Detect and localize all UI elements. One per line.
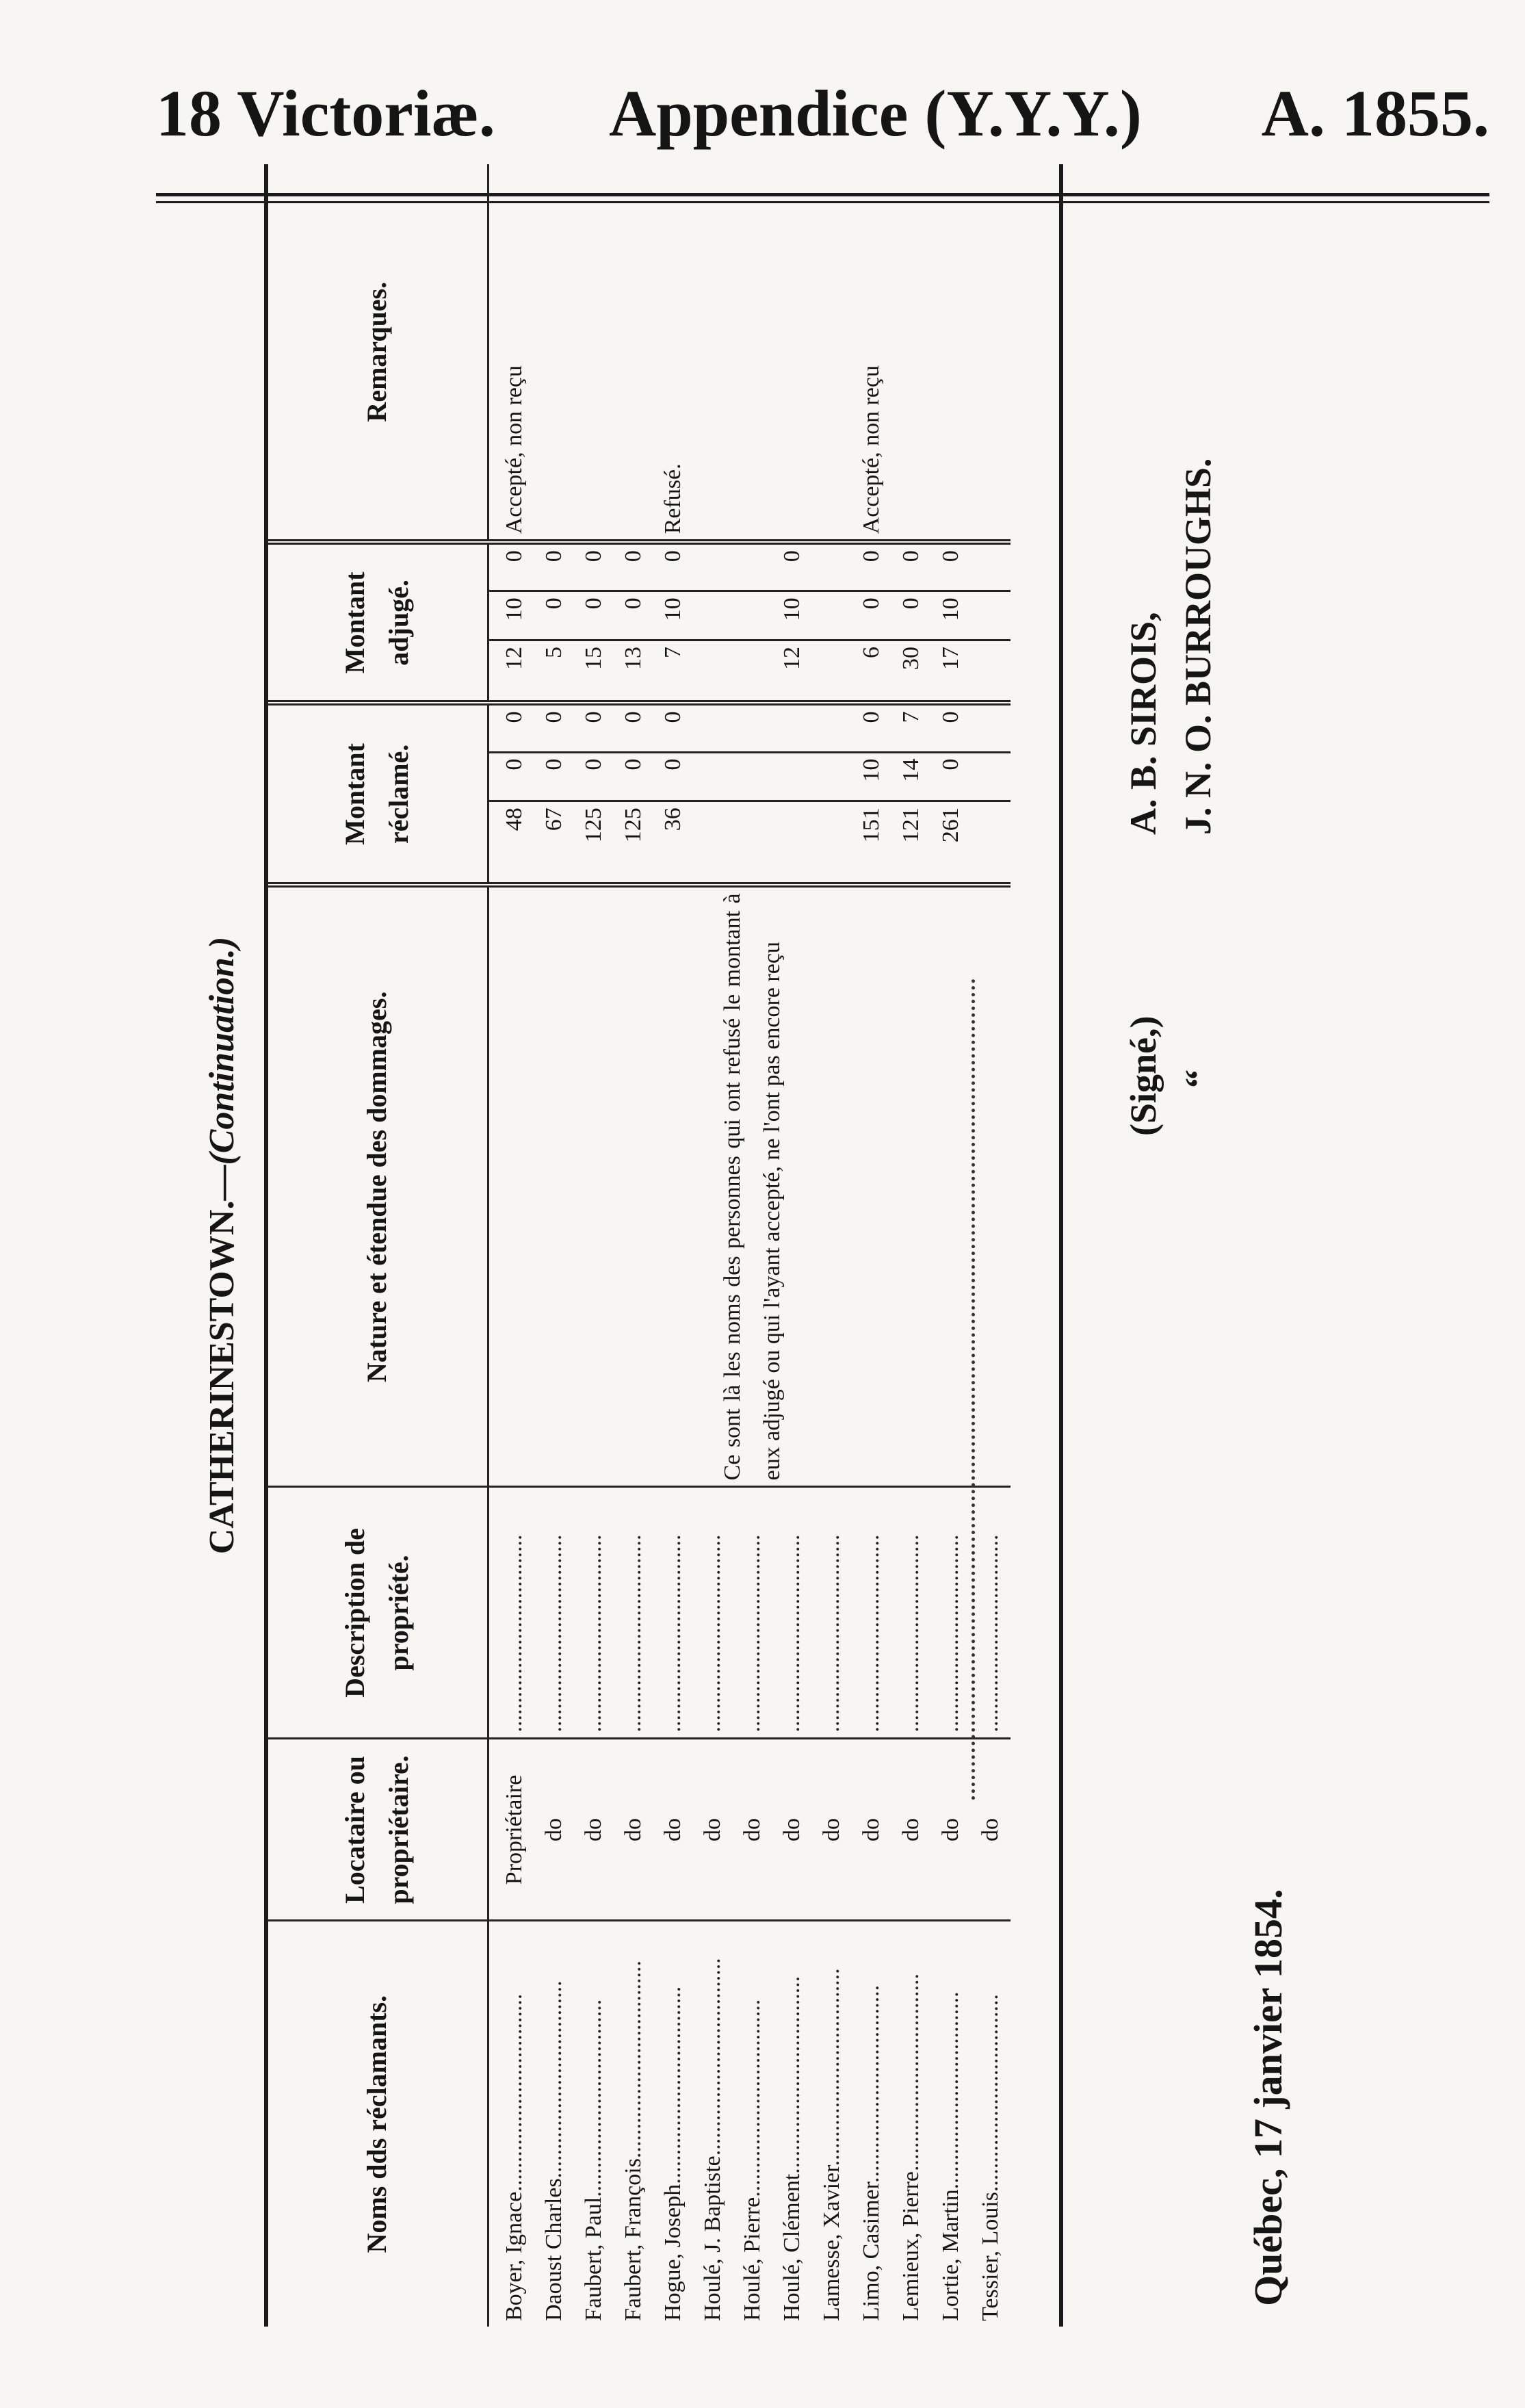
tenant-status: do: [653, 1739, 693, 1921]
claimed-pounds: [693, 801, 733, 885]
claimant-name-text: Faubert, Paul: [581, 2197, 606, 2321]
remark: Accepté, non reçu: [852, 164, 891, 542]
remark: [733, 164, 772, 542]
page-title: [198, 164, 246, 2327]
claimed-pounds: 121: [891, 801, 931, 885]
claimant-name-text: Hogue, Joseph: [660, 2184, 686, 2321]
claimed-pence: 0: [614, 703, 653, 753]
property-description: ..................................: [733, 1487, 772, 1739]
claimed-pence: 0: [488, 703, 535, 753]
claimant-name: Faubert, Paul..................................: [581, 1999, 606, 2321]
property-description: ..................................: [772, 1487, 812, 1739]
claimed-shillings: [812, 752, 852, 801]
col-tenant-header: Locataire ou propriétaire.: [267, 1739, 488, 1921]
claimed-pounds: 151: [852, 801, 891, 885]
remark: Accepté, non reçu: [488, 164, 535, 542]
claimed-pounds: [772, 801, 812, 885]
awarded-pence: 0: [891, 542, 931, 591]
table-frame-bottom: [1059, 164, 1063, 2327]
awarded-pounds: 13: [614, 640, 653, 703]
claimant-name-text: Lamesse, Xavier: [819, 2166, 844, 2321]
claims-table: [267, 164, 1011, 2327]
tenant-status: do: [534, 1739, 574, 1921]
claimed-pounds: 67: [534, 801, 574, 885]
tenant-status: do: [812, 1739, 852, 1921]
claimed-shillings: [772, 752, 812, 801]
awarded-pounds: 6: [852, 640, 891, 703]
claimed-pounds: 261: [931, 801, 971, 885]
tenant-status: do: [693, 1739, 733, 1921]
claimant-name: Houlé, Pierre..................................: [740, 1999, 765, 2321]
remark: [534, 164, 574, 542]
awarded-shillings: 10: [931, 591, 971, 640]
col-remarks-header: Remarques.: [267, 164, 488, 542]
tenant-status: Propriétaire: [488, 1739, 535, 1921]
tenant-status: do: [971, 1739, 1011, 1921]
property-description: ..................................: [891, 1487, 931, 1739]
claimant-name: Tessier, Louis..................................: [978, 1994, 1003, 2321]
claimed-shillings: 0: [614, 752, 653, 801]
claimant-name-text: Daoust Charles: [541, 2178, 566, 2321]
claimed-pence: [971, 703, 1011, 753]
claimed-shillings: 10: [852, 752, 891, 801]
tenant-status: do: [891, 1739, 931, 1921]
property-description: ..................................: [653, 1487, 693, 1739]
property-description: ..................................: [534, 1487, 574, 1739]
title-continuation: (Continuation.): [203, 936, 242, 1165]
tenant-status: do: [772, 1739, 812, 1921]
awarded-pence: 0: [931, 542, 971, 591]
claimant-name: Hogue, Joseph..................................: [660, 1986, 686, 2321]
remark: [772, 164, 812, 542]
property-description: ..................................: [852, 1487, 891, 1739]
awarded-pence: 0: [653, 542, 693, 591]
claimed-pence: [772, 703, 812, 753]
rotated-table-page: [198, 164, 1060, 2327]
claimant-name: Daoust Charles..................................: [541, 1980, 566, 2321]
claimed-pence: 0: [852, 703, 891, 753]
tenant-status: do: [931, 1739, 971, 1921]
claimed-shillings: 0: [488, 752, 535, 801]
col-names-header: Noms dds réclamants.: [267, 1921, 488, 2327]
claimant-name: Lamesse, Xavier..................................: [819, 1968, 844, 2321]
claimant-name: Houlé, Clément..................................: [779, 1976, 805, 2321]
claimed-pence: [733, 703, 772, 753]
awarded-pounds: [812, 640, 852, 703]
tenant-status: do: [574, 1739, 614, 1921]
col-awarded-header: Montant adjugé.: [267, 542, 488, 703]
claimed-pence: [812, 703, 852, 753]
awarded-pounds: [733, 640, 772, 703]
remark: [614, 164, 653, 542]
awarded-pence: 0: [574, 542, 614, 591]
awarded-shillings: 10: [653, 591, 693, 640]
awarded-pounds: [971, 640, 1011, 703]
claimed-pounds: [971, 801, 1011, 885]
awarded-pence: 0: [852, 542, 891, 591]
claimant-name-text: Lemieux, Pierre: [898, 2171, 924, 2321]
awarded-shillings: 10: [488, 591, 535, 640]
claimed-pence: 0: [931, 703, 971, 753]
awarded-shillings: 0: [891, 591, 931, 640]
year-header: A. 1855.: [1261, 77, 1489, 150]
awarded-pounds: 17: [931, 640, 971, 703]
property-description: ..................................: [488, 1487, 535, 1739]
col-claimed-header: Montant réclamé.: [267, 703, 488, 885]
awarded-pence: [693, 542, 733, 591]
table-row: [488, 164, 535, 2327]
claimant-name: Houlé, J. Baptiste..................................: [700, 1958, 725, 2321]
title-main: CATHERINESTOWN.—: [203, 1165, 242, 1555]
claimed-shillings: [971, 752, 1011, 801]
claimant-name: Lemieux, Pierre..................................: [898, 1973, 924, 2321]
awarded-pounds: 5: [534, 640, 574, 703]
remark: [574, 164, 614, 542]
claimant-name: Faubert, François..................................: [621, 1960, 646, 2321]
claimed-pounds: 125: [614, 801, 653, 885]
claimed-shillings: 0: [574, 752, 614, 801]
tenant-status: do: [852, 1739, 891, 1921]
property-description: ..................................: [693, 1487, 733, 1739]
awarded-pounds: 7: [653, 640, 693, 703]
signatory-sirois: A. B. SIROIS,: [1123, 612, 1164, 835]
claimed-shillings: 0: [534, 752, 574, 801]
ditto-mark: “: [1177, 1070, 1218, 1088]
closing-dotted-rule: [972, 979, 975, 1800]
claimed-pounds: 36: [653, 801, 693, 885]
awarded-pounds: 30: [891, 640, 931, 703]
claimant-name-text: Tessier, Louis: [978, 2192, 1003, 2321]
awarded-pence: 0: [488, 542, 535, 591]
claimant-name-text: Houlé, Pierre: [740, 2197, 765, 2321]
appendix-header: Appendice (Y.Y.Y.): [609, 77, 1142, 150]
tenant-status: do: [733, 1739, 772, 1921]
awarded-shillings: [733, 591, 772, 640]
remark: Refusé.: [653, 164, 693, 542]
awarded-shillings: [812, 591, 852, 640]
awarded-shillings: 0: [534, 591, 574, 640]
claimant-name: Limo, Casimer..................................: [859, 1984, 884, 2321]
awarded-pounds: 12: [772, 640, 812, 703]
awarded-pence: 0: [772, 542, 812, 591]
claimed-shillings: [733, 752, 772, 801]
remark: [931, 164, 971, 542]
awarded-shillings: [971, 591, 1011, 640]
remark: [971, 164, 1011, 542]
col-nature-header: Nature et étendue des dommages.: [267, 885, 488, 1486]
claimed-pence: 0: [534, 703, 574, 753]
claimed-pounds: [733, 801, 772, 885]
awarded-pence: [971, 542, 1011, 591]
remark: [812, 164, 852, 542]
remark: [891, 164, 931, 542]
claimed-pounds: 125: [574, 801, 614, 885]
property-description: ..................................: [812, 1487, 852, 1739]
claimant-name-text: Faubert, François: [621, 2158, 646, 2321]
signatory-burroughs: J. N. O. BURROUGHS.: [1177, 458, 1218, 835]
damage-nature-note: Ce sont là les noms des personnes qui ont refusé le montant à eux adjugé ou qui l'ayant accepté, ne l'ont pas encore reçu: [488, 885, 1011, 1486]
claimed-pence: [693, 703, 733, 753]
claimed-shillings: 14: [891, 752, 931, 801]
claimant-name-text: Boyer, Ignace: [501, 2191, 527, 2321]
claimed-pounds: 48: [488, 801, 535, 885]
signed-label: (Signé,): [1123, 1015, 1164, 1136]
claimed-pence: 7: [891, 703, 931, 753]
awarded-shillings: 0: [614, 591, 653, 640]
claimant-name-text: Houlé, J. Baptiste: [700, 2155, 725, 2321]
awarded-pounds: 15: [574, 640, 614, 703]
tenant-status: do: [614, 1739, 653, 1921]
awarded-shillings: 0: [574, 591, 614, 640]
property-description: ..................................: [574, 1487, 614, 1739]
col-description-header: Description de propriété.: [267, 1487, 488, 1739]
claimant-name: Boyer, Ignace..................................: [501, 1993, 527, 2321]
property-description: ..................................: [931, 1487, 971, 1739]
claimant-name-text: Houlé, Clément: [779, 2173, 805, 2321]
claimed-shillings: 0: [653, 752, 693, 801]
claimed-pounds: [812, 801, 852, 885]
awarded-pounds: [693, 640, 733, 703]
awarded-pence: [812, 542, 852, 591]
claimed-pence: 0: [574, 703, 614, 753]
place-date: Québec, 17 janvier 1854.: [1246, 1889, 1290, 2306]
awarded-shillings: 10: [772, 591, 812, 640]
session-header: 18 Victoriæ.: [156, 77, 495, 150]
remark: [693, 164, 733, 542]
awarded-pence: 0: [614, 542, 653, 591]
property-description: ..................................: [971, 1487, 1011, 1739]
claimed-shillings: [693, 752, 733, 801]
claimant-name: Lortie, Martin..................................: [938, 1991, 963, 2321]
claimed-shillings: 0: [931, 752, 971, 801]
awarded-pounds: 12: [488, 640, 535, 703]
awarded-pence: 0: [534, 542, 574, 591]
claimant-name-text: Limo, Casimer: [859, 2182, 884, 2321]
claimant-name-text: Lortie, Martin: [938, 2189, 963, 2321]
claimed-pence: 0: [653, 703, 693, 753]
awarded-shillings: 0: [852, 591, 891, 640]
awarded-pence: [733, 542, 772, 591]
property-description: ..................................: [614, 1487, 653, 1739]
awarded-shillings: [693, 591, 733, 640]
